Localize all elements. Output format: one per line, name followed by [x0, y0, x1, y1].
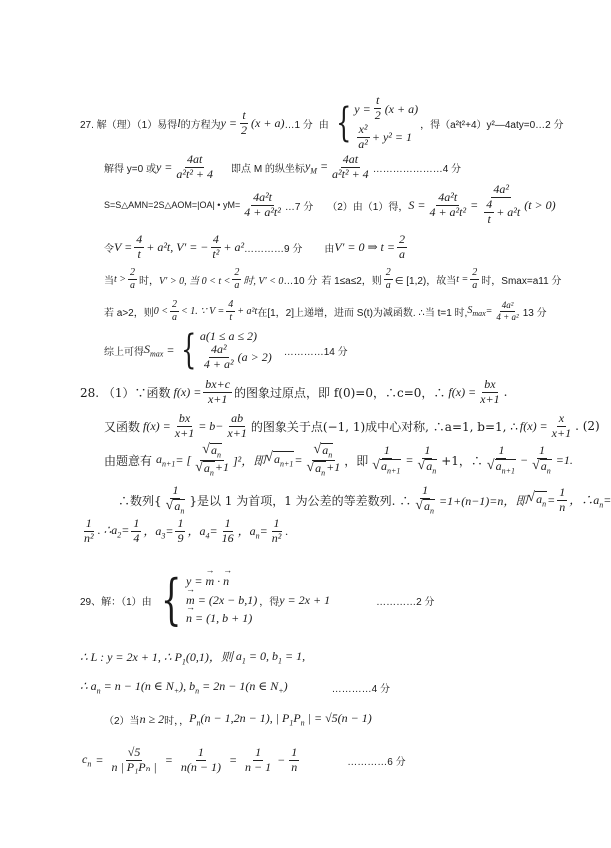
q27-line2 — [104, 152, 461, 182]
math: a — [273, 452, 280, 467]
subscript: n — [87, 759, 92, 769]
score: …7 分 — [284, 201, 314, 213]
numerator: 1 — [422, 483, 429, 498]
denominator: 16 — [221, 530, 234, 545]
numerator: bx+c — [205, 376, 231, 391]
denominator: a² — [358, 136, 368, 151]
math: ，a — [237, 523, 256, 538]
numerator: 4 — [486, 197, 493, 212]
text: 由 — [324, 243, 335, 255]
math: . — [285, 523, 289, 538]
text: ，得 — [259, 596, 280, 608]
numerator: t — [376, 93, 380, 108]
denominator: t — [487, 211, 491, 226]
math: = — [470, 197, 479, 212]
numerator: 1 — [538, 443, 545, 458]
numerator: bx — [178, 410, 191, 425]
denominator: 4 + a² — [496, 311, 519, 322]
subscript: n+1 — [279, 459, 294, 469]
denominator: a²t² + 4 — [332, 166, 369, 181]
denominator: a — [398, 246, 405, 261]
numerator: 1 — [172, 483, 179, 498]
math: (n − 1,2n − 1), | P — [200, 710, 290, 725]
math: P — [189, 710, 197, 725]
subscript: 4 — [205, 531, 210, 541]
subscript: M — [310, 166, 317, 176]
math: (t > 0) — [524, 197, 556, 212]
numerator: 4a² — [210, 341, 227, 356]
text: +1，∴ — [441, 453, 483, 468]
text: 时， — [139, 275, 160, 287]
subscript: n — [432, 466, 437, 476]
math: (x + a) — [384, 101, 419, 116]
text: . — [503, 385, 508, 399]
numerator: 2 — [234, 267, 240, 278]
text: 由 — [318, 119, 329, 131]
numerator: bx — [484, 376, 496, 391]
math: t > — [114, 273, 127, 285]
denominator: 4 — [133, 530, 140, 545]
math: a — [322, 442, 329, 457]
math: +1 — [214, 459, 229, 474]
subscript: n — [546, 466, 551, 476]
q28-line3: 由题意有 $a_{n+1}$ = [ √ $a_n$ √ $a_n$ +1 ]²，即 √ $a_{n+1}$ = √ $a_n$ √ $a_n$ +1 ，即 1 √ $a_{n+1}$ = 1 √ $a_n$ +1，∴ 1 √ $a_{n+1}$ − 1 √ $a_n$ =1. — [104, 441, 573, 477]
numerator: 4a²t — [438, 189, 458, 204]
denominator: a²t² + 4 — [176, 166, 214, 181]
math: y = 2x + 1 — [279, 592, 331, 607]
equation-system — [331, 94, 418, 151]
left-brace-icon: { — [181, 326, 197, 373]
denominator: n — [559, 499, 566, 514]
math: c — [82, 751, 88, 766]
numerator: x — [558, 410, 565, 425]
text: 综上可得 — [104, 346, 144, 358]
q27-line6 — [104, 296, 547, 326]
math: = — [228, 752, 238, 767]
math: ，a — [187, 523, 206, 538]
math: S = — [408, 197, 426, 212]
vector-m: → m — [186, 593, 195, 607]
math: = — [294, 452, 303, 467]
subscript: n — [328, 450, 333, 460]
denominator: n − 1 — [245, 759, 272, 774]
score: …………4 分 — [331, 683, 390, 695]
denominator: x+1 — [551, 425, 572, 440]
math: a — [315, 460, 322, 475]
subscript: max — [472, 308, 486, 318]
text: 的图象关于点(−1, 1)成中心对称, ∴a=1, b=1, ∴ — [250, 419, 518, 434]
text: 即点 M 的纵坐标 — [231, 163, 305, 175]
math: = — [405, 452, 414, 467]
math: a — [156, 451, 163, 466]
math: (0,1)，则 — [185, 649, 233, 664]
text: 令 — [104, 243, 114, 255]
math: a — [210, 442, 217, 457]
text: ∈ [1,2)，故当 — [394, 275, 457, 287]
numerator: ab — [231, 410, 244, 425]
math: a — [536, 492, 543, 507]
denominator: a — [130, 279, 136, 291]
math: < 1. ∵ V = — [181, 305, 225, 317]
math: f(x) = — [519, 418, 548, 433]
subscript: 1 — [181, 657, 186, 667]
numerator: 1 — [291, 744, 298, 759]
denominator: 2 — [241, 122, 248, 137]
text: 时，， — [164, 715, 190, 727]
math: n ≥ 2 — [139, 711, 165, 726]
text: 若 a>2，则 — [104, 307, 154, 319]
math: = 1, — [285, 648, 306, 663]
denominator: x+1 — [174, 425, 195, 440]
q29-line4 — [104, 708, 372, 730]
math: = — [547, 492, 556, 507]
math: · — [217, 574, 221, 589]
math: f(x) = — [143, 418, 171, 433]
vector-n: → n — [223, 574, 229, 588]
numerator: 1 — [255, 744, 262, 759]
denominator: a — [472, 279, 478, 291]
numerator: 1 — [498, 443, 505, 458]
subscript: n — [321, 467, 326, 477]
denominator: n² — [271, 530, 282, 545]
text: 又函数 — [104, 419, 141, 434]
math: = — [164, 752, 173, 767]
math: y = — [155, 159, 173, 174]
q28-line4: ∴数列{ 1 √ $a_n$ }是以 1 为首项，1 为公差的等差数列. ∴ 1 √ $a_n$ =1+(n−1)=n，即 √ $a_n$ = $\frac{1}{n}$ ，$\therefore a_n=$ — [118, 483, 611, 516]
math: = — [485, 305, 493, 317]
subscript: n — [300, 718, 305, 728]
text: 29、解：（1）由 — [80, 596, 152, 608]
math: = — [121, 522, 130, 537]
math: | = √5(n − 1) — [307, 710, 372, 725]
q29-line2 — [80, 646, 305, 668]
math: P — [293, 710, 301, 725]
math: a — [424, 499, 430, 514]
numerator: 4at — [342, 151, 359, 166]
subscript: n+1 — [386, 466, 401, 476]
math: =1. — [555, 452, 573, 467]
score: …1 分 — [284, 119, 313, 131]
numerator: 4a² — [493, 182, 509, 197]
text: S=S△AMN=2S△AOM=|OA| • yM= — [104, 199, 241, 210]
text: 若 1≤a≤2，则 — [321, 275, 382, 287]
text: 解得 y=0 或 — [104, 163, 156, 175]
q27-line1 — [80, 93, 564, 151]
math: y = — [220, 115, 238, 130]
numerator: 4 — [228, 299, 234, 310]
math: V′ > 0, 当 0 < t < — [159, 275, 231, 287]
subscript: max — [150, 349, 164, 359]
math: + a²t — [237, 305, 258, 317]
numerator: 4a²t — [253, 189, 272, 204]
subscript: n — [542, 499, 547, 509]
q27-label: 27. 解（理）（1）易得 — [80, 119, 178, 131]
numerator: 1 — [85, 515, 92, 530]
math: + a² — [223, 239, 245, 254]
score: …………2 分 — [376, 596, 435, 608]
math: = b− — [198, 418, 224, 433]
math: . ∴a — [97, 522, 118, 537]
numerator: 4 — [212, 231, 219, 246]
math: = [ — [175, 452, 192, 467]
math: t = — [456, 273, 469, 285]
subscript: n — [216, 450, 221, 460]
text: ∴数列{ — [118, 493, 162, 508]
q29-line5 — [82, 740, 406, 780]
subscript: n — [96, 686, 101, 696]
math: = — [603, 492, 611, 507]
denominator: n(n − 1) — [180, 759, 221, 774]
numerator: 4 — [136, 231, 143, 246]
numerator: 1 — [273, 515, 280, 530]
text: 在[1，2]上递增，进而 S(t)为减函数. ∴当 t=1 时, — [257, 307, 468, 319]
subscript: 1 — [241, 656, 246, 666]
subscript: n — [196, 718, 201, 728]
subscript: n — [209, 467, 214, 477]
q29-line1 — [80, 568, 434, 632]
math: = — [259, 523, 268, 538]
score: 13 分 — [522, 307, 547, 319]
q28-line2 — [104, 410, 600, 442]
denominator: 9 — [177, 530, 184, 545]
denominator: t — [137, 246, 141, 261]
result: ，得（a²t²+4）y²—4aty=0…2 分 — [420, 119, 564, 131]
subscript: 1 — [289, 718, 294, 728]
math: = — [95, 752, 104, 767]
case: a(1 ≤ a ≤ 2) — [199, 328, 258, 343]
denominator: 2 — [374, 108, 381, 123]
text: 的图象过原点，即 f(0)=0，∴c=0，∴ — [234, 385, 446, 400]
math: ∴ L : y = 2x + 1, ∴ P — [80, 649, 182, 664]
denominator: a — [172, 311, 177, 323]
score: …………………4 分 — [372, 163, 462, 175]
math: a — [174, 499, 181, 514]
q27-line3 — [104, 182, 556, 226]
denominator: n² — [84, 530, 94, 545]
math: a — [426, 459, 433, 474]
math: = — [165, 523, 174, 538]
numerator: 2 — [172, 299, 177, 310]
numerator: 2 — [130, 267, 136, 278]
score: …………14 分 — [283, 346, 348, 358]
numerator: 2 — [472, 267, 478, 278]
math: = — [166, 342, 175, 357]
math: (a > 2) — [237, 349, 272, 364]
math: y = — [186, 574, 203, 589]
text: （2）当 — [104, 715, 140, 727]
numerator: 2 — [398, 231, 405, 246]
score: …………6 分 — [347, 756, 406, 768]
subscript: + — [173, 686, 180, 696]
math: ), b — [179, 678, 196, 693]
score: …………9 分 — [244, 243, 303, 255]
numerator: 1 — [559, 484, 566, 499]
denominator: 4 + a² — [203, 356, 234, 371]
denominator: n — [291, 759, 298, 774]
denominator: n | P₁Pₙ | — [111, 759, 157, 774]
numerator: 1 — [133, 515, 140, 530]
numerator: t — [242, 107, 246, 122]
math: 时, V′ < 0 — [243, 275, 284, 287]
numerator: 1 — [383, 443, 390, 458]
math: ) — [283, 678, 288, 693]
subscript: n — [180, 506, 185, 516]
denominator: x+1 — [480, 391, 500, 406]
math: = n − 1(n ∈ N — [103, 678, 174, 693]
score: …10 分 — [283, 275, 318, 287]
numerator: √5 — [127, 744, 141, 759]
math: = — [209, 523, 218, 538]
subscript: 3 — [161, 531, 166, 541]
math: − — [519, 452, 529, 467]
math: ，a — [143, 523, 162, 538]
subscript: + — [278, 686, 284, 696]
subscript: n+1 — [162, 459, 176, 469]
text: 由题意有 — [104, 453, 153, 468]
math: + a²t — [496, 204, 521, 219]
math: y = — [354, 101, 371, 116]
math: f(x) = — [173, 384, 202, 399]
math: ，∴a — [569, 492, 600, 507]
vector-n: → n — [186, 611, 192, 625]
math: = (1, b + 1) — [195, 611, 253, 626]
fraction — [239, 109, 249, 138]
left-brace-icon: { — [335, 100, 352, 146]
denominator: 4 + a²t² — [429, 204, 467, 219]
numerator: 1 — [424, 443, 431, 458]
subscript: n+1 — [501, 466, 515, 476]
equation-system — [154, 568, 258, 631]
numerator: 4at — [187, 151, 203, 166]
math: + a²t, V′ = − — [146, 239, 209, 254]
text: 时，Smax=a11 分 — [481, 275, 562, 287]
math: = 0, b — [248, 648, 279, 663]
q29-line3 — [80, 676, 390, 698]
math: a — [235, 648, 242, 663]
denominator: a — [385, 279, 391, 291]
math: (x + a) — [251, 115, 285, 130]
subscript: 1 — [278, 656, 283, 666]
q28-line5 — [80, 514, 288, 548]
q27-line5 — [104, 264, 561, 294]
denominator: x+1 — [227, 425, 247, 440]
subscript: n — [430, 506, 434, 516]
numerator: 1 — [197, 744, 204, 759]
math: = 2n − 1(n ∈ N — [202, 678, 279, 693]
math: a — [495, 459, 502, 474]
math: = (2x − b,1) — [197, 592, 258, 607]
q27-line7 — [104, 326, 348, 374]
math: S — [467, 304, 473, 316]
math: a — [203, 460, 210, 475]
math: − — [277, 752, 286, 767]
denominator: a — [234, 279, 240, 291]
math: =1+(n−1)=n，即 — [439, 493, 528, 508]
math: ]²，即 — [233, 453, 266, 468]
q27-line4 — [104, 232, 409, 262]
text: （2）由（1）得， — [327, 201, 409, 213]
text: 当 — [104, 275, 114, 287]
text: ，即 — [344, 453, 369, 468]
math: 0 < — [153, 305, 168, 317]
math: f(x) = — [448, 384, 477, 399]
numerator: 2 — [385, 267, 391, 278]
math: V′ = 0 ⇒ t = — [334, 239, 395, 254]
math: y — [304, 158, 311, 173]
text: 28. （1）∵函数 — [80, 385, 171, 400]
math: V = — [114, 239, 133, 254]
subscript: n — [195, 686, 200, 696]
denominator: x+1 — [207, 391, 228, 406]
math: = — [319, 158, 329, 173]
numerator: x² — [358, 122, 368, 136]
denominator: t² — [212, 246, 220, 261]
subscript: n — [255, 531, 260, 541]
l-var: l — [177, 115, 181, 130]
math: + y² = 1 — [371, 130, 412, 145]
math: +1 — [326, 459, 341, 474]
text: 的方程为 — [180, 119, 221, 131]
numerator: 4a² — [501, 300, 514, 311]
subscript: 2 — [117, 530, 122, 540]
left-brace-icon: { — [160, 568, 182, 631]
q28-line1 — [80, 376, 507, 408]
piecewise — [176, 326, 272, 373]
math: S — [144, 341, 150, 356]
numerator: 1 — [177, 515, 184, 530]
denominator: t — [229, 311, 233, 323]
subscript: n — [599, 500, 604, 510]
vector-m: → m — [205, 574, 214, 588]
denominator: 4 + a²t² — [244, 204, 281, 219]
math: a — [540, 459, 547, 474]
numerator: 1 — [224, 515, 231, 530]
text: . (2) — [575, 419, 600, 433]
math: ∴ a — [80, 678, 97, 693]
text: }是以 1 为首项，1 为公差的等差数列. ∴ — [189, 493, 412, 508]
math: a — [380, 459, 387, 474]
